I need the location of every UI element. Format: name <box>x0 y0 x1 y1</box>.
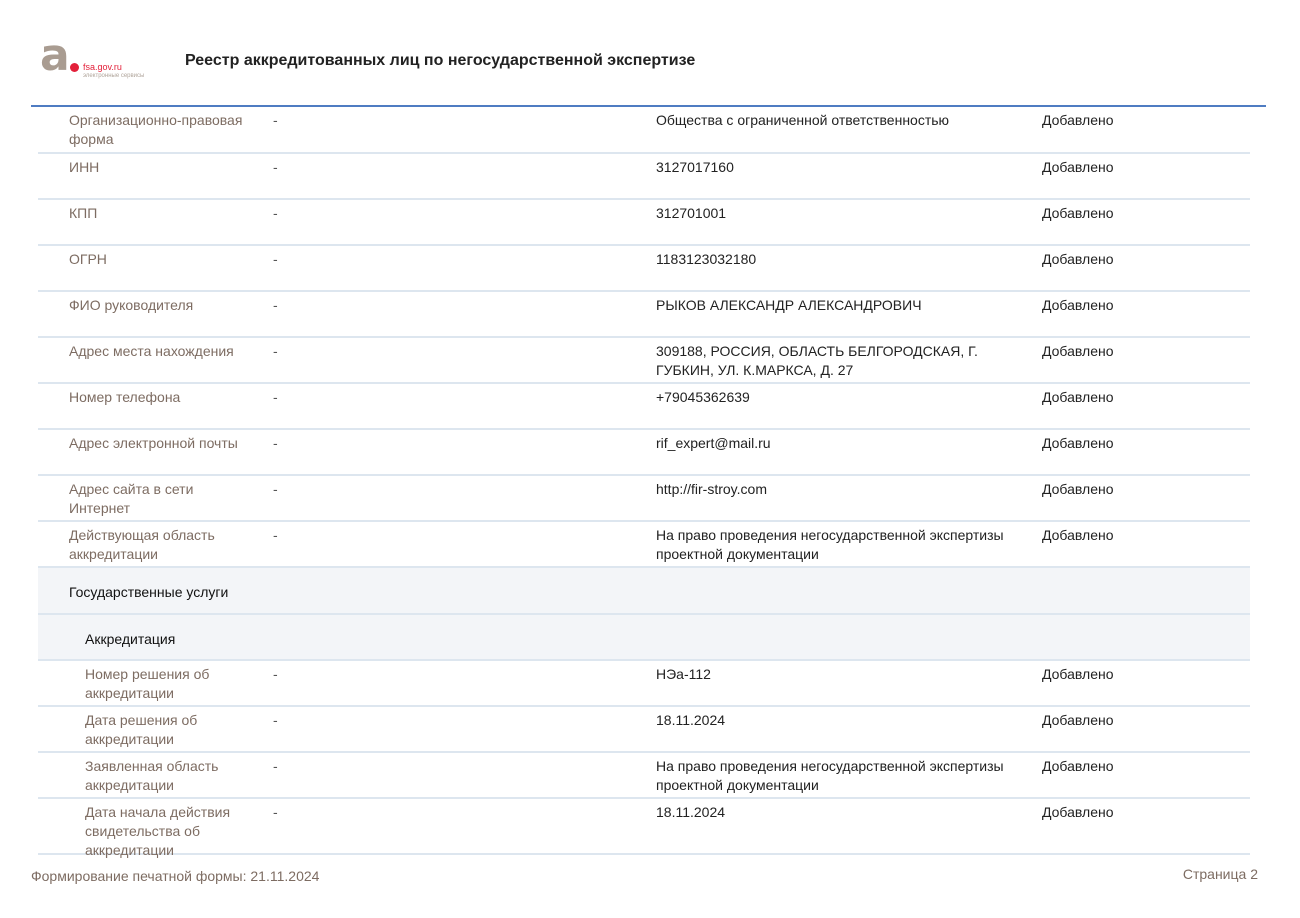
row-new-value: 3127017160 <box>656 159 734 175</box>
row-status: Добавлено <box>1042 343 1114 359</box>
row-new-value: +79045362639 <box>656 389 750 405</box>
row-old-value: - <box>273 159 278 175</box>
row-old-value: - <box>273 297 278 313</box>
row-status: Добавлено <box>1042 527 1114 543</box>
logo-subtitle: электронные сервисы <box>83 73 145 79</box>
row-new-value: 1183123032180 <box>656 251 757 267</box>
row-old-value: - <box>273 389 278 405</box>
row-label: Дата решения об аккредитации <box>85 712 198 747</box>
logo-site-text: fsa.gov.ru <box>83 62 122 72</box>
row-status: Добавлено <box>1042 804 1114 820</box>
table-row <box>38 384 1250 430</box>
table-row <box>38 707 1250 753</box>
row-status: Добавлено <box>1042 297 1114 313</box>
table-row <box>38 799 1250 858</box>
table-row <box>38 522 1250 568</box>
section-header-gov-services <box>38 568 1250 615</box>
row-label: Действующая область аккредитации <box>69 527 215 562</box>
table-row <box>38 753 1250 799</box>
row-new-value: На право проведения негосударственной экспертизы проектной документации <box>656 758 1004 793</box>
logo-dot-icon <box>70 63 79 72</box>
row-old-value: - <box>273 481 278 497</box>
section-title: Аккредитация <box>85 631 176 647</box>
row-old-value: - <box>273 712 278 728</box>
registry-table <box>38 107 1250 858</box>
table-row <box>38 107 1250 154</box>
row-label: Организационно-правовая форма <box>69 112 243 147</box>
table-row <box>38 200 1250 246</box>
row-new-value: 18.11.2024 <box>656 712 726 728</box>
section-header-accreditation <box>38 615 1250 661</box>
row-status: Добавлено <box>1042 251 1114 267</box>
row-new-value: РЫКОВ АЛЕКСАНДР АЛЕКСАНДРОВИЧ <box>656 297 922 313</box>
row-old-value: - <box>273 758 278 774</box>
table-row <box>38 661 1250 707</box>
row-new-value: Общества с ограниченной ответственностью <box>656 112 950 128</box>
section-title: Государственные услуги <box>69 584 229 600</box>
row-label: ФИО руководителя <box>69 297 194 313</box>
row-status: Добавлено <box>1042 205 1114 221</box>
table-row <box>38 292 1250 338</box>
row-new-value: 312701001 <box>656 205 727 221</box>
row-new-value: http://fir-stroy.com <box>656 481 767 497</box>
row-label: Адрес места нахождения <box>69 343 234 359</box>
row-status: Добавлено <box>1042 112 1114 128</box>
row-new-value: 18.11.2024 <box>656 804 726 820</box>
page-number: Страница 2 <box>1182 866 1258 882</box>
row-status: Добавлено <box>1042 481 1114 497</box>
row-old-value: - <box>273 251 278 267</box>
row-new-value: 309188, РОССИЯ, ОБЛАСТЬ БЕЛГОРОДСКАЯ, Г. ГУБКИН, УЛ. К.МАРКСА, Д. 27 <box>656 343 978 378</box>
row-new-value: rif_expert@mail.ru <box>656 435 771 451</box>
row-new-value: НЭа-112 <box>656 666 711 682</box>
table-row <box>38 154 1250 200</box>
row-label: Номер телефона <box>69 389 181 405</box>
row-new-value: На право проведения негосударственной экспертизы проектной документации <box>656 527 1004 562</box>
row-old-value: - <box>273 205 278 221</box>
page-title: Реестр аккредитованных лиц по негосударственной экспертизе <box>185 52 696 69</box>
table-row <box>38 246 1250 292</box>
row-old-value: - <box>273 343 278 359</box>
row-status: Добавлено <box>1042 712 1114 728</box>
row-old-value: - <box>273 527 278 543</box>
print-date: Формирование печатной формы: 21.11.2024 <box>31 868 320 884</box>
row-status: Добавлено <box>1042 666 1114 682</box>
row-label: ИНН <box>69 159 100 175</box>
logo-a-icon: a <box>40 30 70 81</box>
row-label: ОГРН <box>69 251 107 267</box>
row-label: Заявленная область аккредитации <box>85 758 219 793</box>
row-old-value: - <box>273 435 278 451</box>
row-label: КПП <box>69 205 98 221</box>
table-row <box>38 476 1250 522</box>
row-old-value: - <box>273 112 278 128</box>
row-label: Номер решения об аккредитации <box>85 666 210 701</box>
row-status: Добавлено <box>1042 389 1114 405</box>
row-label: Адрес сайта в сети Интернет <box>69 481 194 516</box>
row-status: Добавлено <box>1042 758 1114 774</box>
fsa-logo <box>40 30 160 85</box>
table-row <box>38 430 1250 476</box>
row-label: Адрес электронной почты <box>69 435 238 451</box>
row-status: Добавлено <box>1042 435 1114 451</box>
page-header <box>0 0 1300 108</box>
row-old-value: - <box>273 666 278 682</box>
row-label: Дата начала действия свидетельства об аккредитации <box>85 804 231 858</box>
row-status: Добавлено <box>1042 159 1114 175</box>
table-row <box>38 338 1250 384</box>
row-old-value: - <box>273 804 278 820</box>
